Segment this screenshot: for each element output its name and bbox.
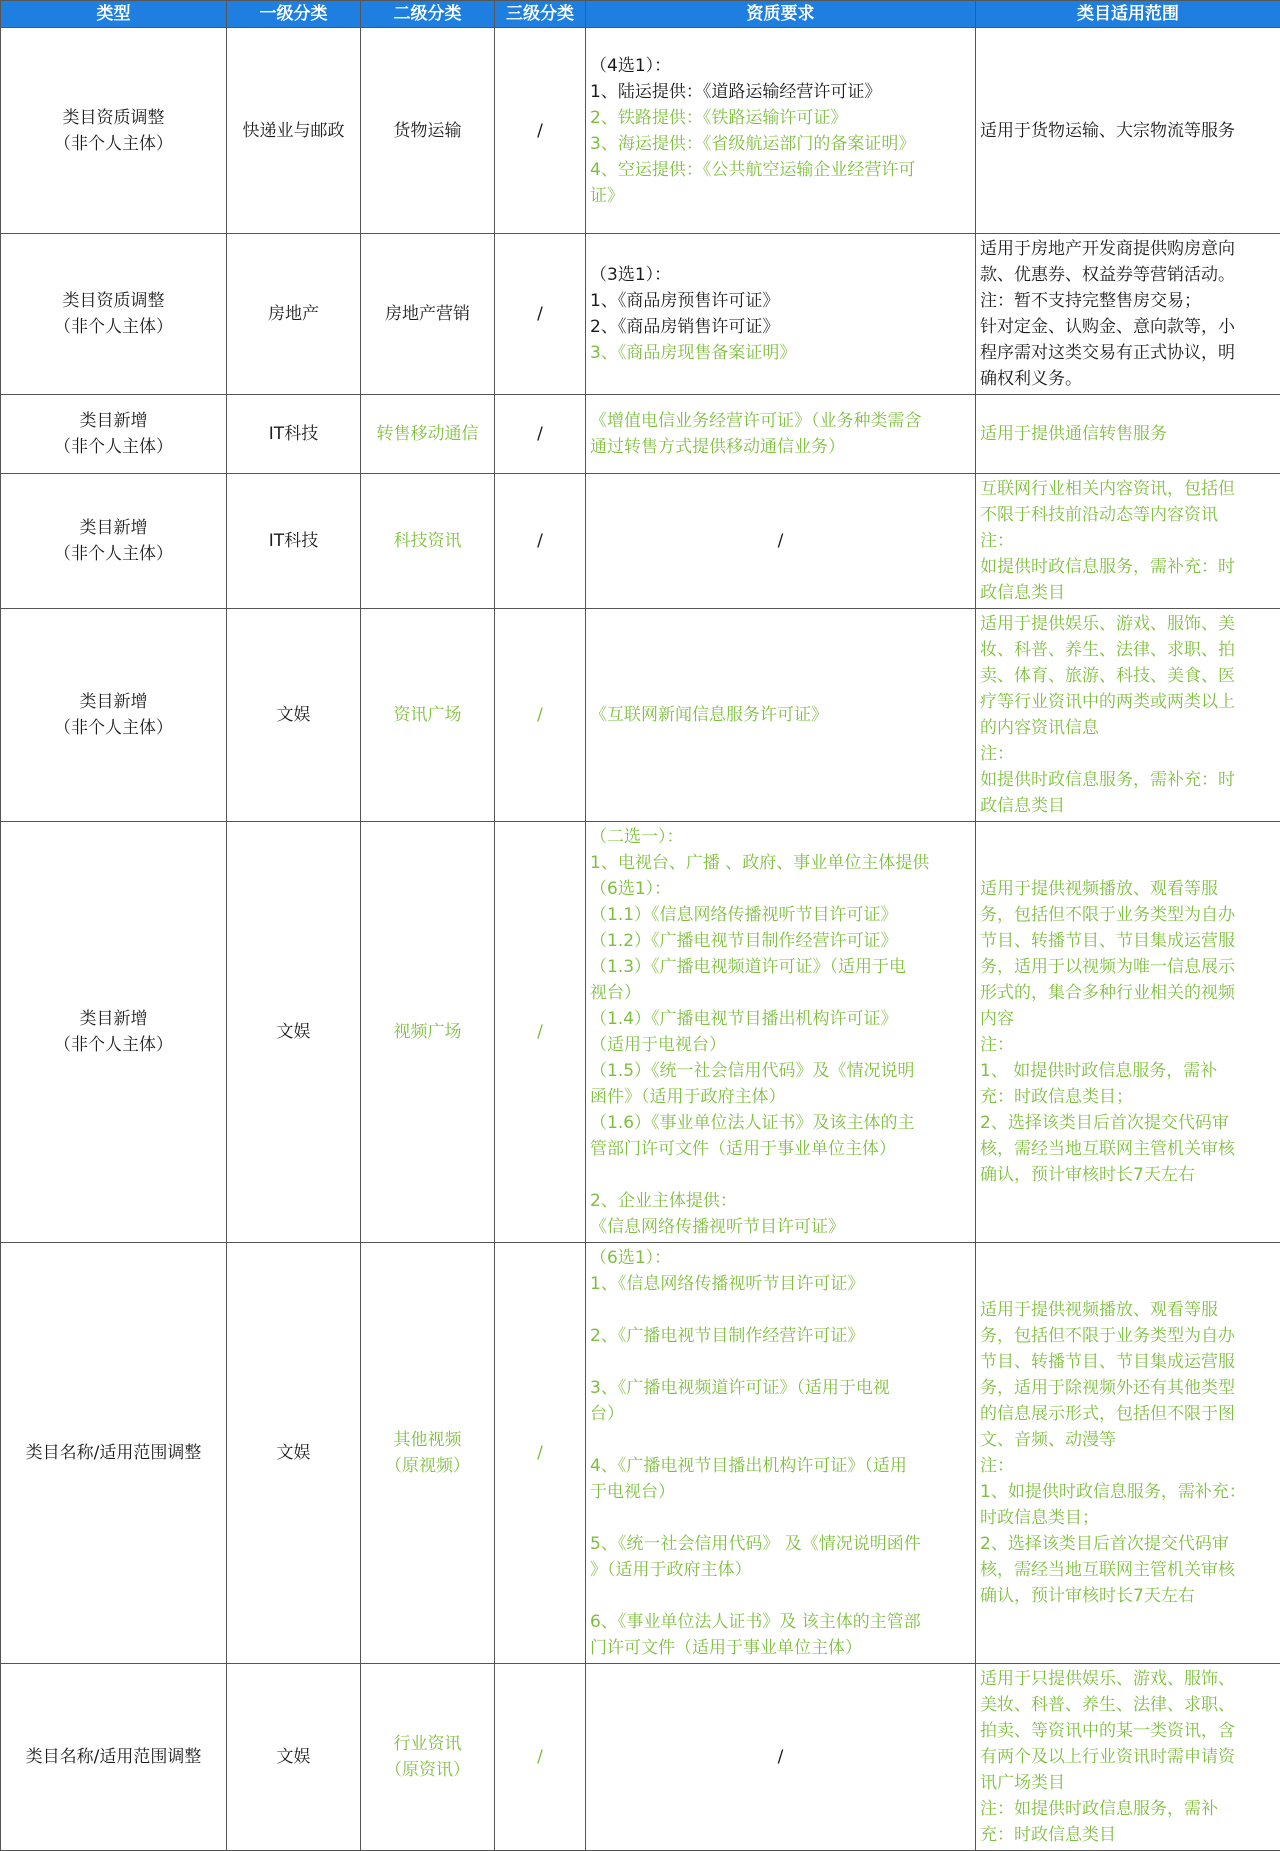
cell-scope (976, 1664, 1280, 1851)
level3-text: / (499, 118, 581, 144)
scope-line: 不限于科技前沿动态等内容资讯 (980, 502, 1276, 528)
cell-level3 (495, 609, 586, 822)
qualification-line: 通过转售方式提供移动通信业务） (590, 434, 971, 460)
qualification-line: （1.4）《广播电视节目播出机构许可证》 (590, 1006, 971, 1032)
qualification-line: 2、铁路提供：《铁路运输许可证》 (590, 105, 971, 131)
type-text: 类目资质调整 (5, 288, 222, 314)
scope-line: 政信息类目 (980, 580, 1276, 606)
scope-line: 互联网行业相关内容资讯，包括但 (980, 476, 1276, 502)
cell-level2 (361, 609, 495, 822)
scope-line: 款、优惠券、权益券等营销活动。 (980, 262, 1276, 288)
qualification-line: 6、《事业单位法人证书》及 该主体的主管部 (590, 1609, 971, 1635)
type-text: 类目资质调整 (5, 105, 222, 131)
level1-text: 文娱 (231, 1440, 356, 1466)
qualification-line: 视台） (590, 980, 971, 1006)
scope-line: 适用于提供视频播放、观看等服 (980, 1297, 1276, 1323)
qualification-line: 5、《统一社会信用代码》 及《情况说明函件 (590, 1531, 971, 1557)
scope-line: 1、 如提供时政信息服务，需补 (980, 1058, 1276, 1084)
scope-line: 讯广场类目 (980, 1770, 1276, 1796)
scope-line: 务，包括但不限于业务类型为自办 (980, 1323, 1276, 1349)
qualification-line: （4选1）： (590, 53, 971, 79)
cell-qualification (586, 234, 976, 395)
scope-line: 适用于提供通信转售服务 (980, 421, 1276, 447)
cell-scope (976, 234, 1280, 395)
qualification-line: 4、空运提供：《公共航空运输企业经营许可 (590, 157, 971, 183)
level2-text: 行业资讯 (365, 1731, 490, 1757)
cell-type (1, 1664, 227, 1851)
type-text: 类目新增 (5, 408, 222, 434)
qualification-line: （适用于电视台） (590, 1032, 971, 1058)
qualification-line: 管部门许可文件（适用于事业单位主体） (590, 1136, 971, 1162)
table-row (1, 28, 1280, 234)
cell-level1 (227, 1243, 361, 1664)
cell-level3 (495, 28, 586, 234)
header-type: 类型 (1, 1, 227, 28)
cell-level3 (495, 1243, 586, 1664)
cell-level2 (361, 234, 495, 395)
cell-level1 (227, 395, 361, 474)
table-row (1, 822, 1280, 1243)
table-header-row (1, 1, 1280, 28)
scope-line: 注：如提供时政信息服务，需补 (980, 1796, 1276, 1822)
cell-qualification (586, 822, 976, 1243)
cell-type (1, 1243, 227, 1664)
level2-text: （原视频） (365, 1453, 490, 1479)
scope-line: 卖、体育、旅游、科技、美食、医 (980, 663, 1276, 689)
scope-line: 适用于只提供娱乐、游戏、服饰、 (980, 1666, 1276, 1692)
qualification-line: 3、《广播电视频道许可证》（适用于电视 (590, 1375, 971, 1401)
cell-scope (976, 28, 1280, 234)
cell-level2 (361, 822, 495, 1243)
table-row (1, 234, 1280, 395)
level3-text: / (499, 301, 581, 327)
level1-text: 文娱 (231, 702, 356, 728)
scope-line: 注：暂不支持完整售房交易； (980, 288, 1276, 314)
qualification-line: 于电视台） (590, 1479, 971, 1505)
scope-line: 充：时政信息类目 (980, 1822, 1276, 1848)
qualification-spacer (590, 1427, 971, 1453)
qualification-line: （1.6）《事业单位法人证书》及该主体的主 (590, 1110, 971, 1136)
cell-type (1, 609, 227, 822)
qualification-line: （6选1）： (590, 1245, 971, 1271)
qualification-spacer (590, 1583, 971, 1609)
cell-type (1, 822, 227, 1243)
cell-scope (976, 395, 1280, 474)
scope-line: 务，适用于以视频为唯一信息展示 (980, 954, 1276, 980)
qualification-line: （3选1）： (590, 262, 971, 288)
qualification-line: 函件》（适用于政府主体） (590, 1084, 971, 1110)
type-text: 类目名称/适用范围调整 (5, 1440, 222, 1466)
qualification-spacer (590, 1297, 971, 1323)
type-text: （非个人主体） (5, 715, 222, 741)
cell-level2 (361, 28, 495, 234)
level2-text: 资讯广场 (365, 702, 490, 728)
level3-text: / (499, 1440, 581, 1466)
qualification-spacer (590, 1162, 971, 1188)
level3-text: / (499, 528, 581, 554)
qualification-spacer (590, 1349, 971, 1375)
cell-level2 (361, 1664, 495, 1851)
qualification-line: 1、《商品房预售许可证》 (590, 288, 971, 314)
scope-line: 核，需经当地互联网主管机关审核 (980, 1136, 1276, 1162)
scope-line: 内容 (980, 1006, 1276, 1032)
type-text: 类目新增 (5, 689, 222, 715)
qualification-line: 2、《广播电视节目制作经营许可证》 (590, 1323, 971, 1349)
scope-line: 注： (980, 741, 1276, 767)
header-qualification: 资质要求 (586, 1, 976, 28)
scope-line: 确认，预计审核时长7天左右 (980, 1162, 1276, 1188)
cell-level1 (227, 609, 361, 822)
qualification-line: 3、海运提供：《省级航运部门的备案证明》 (590, 131, 971, 157)
level1-text: IT科技 (231, 421, 356, 447)
table-row (1, 474, 1280, 609)
level2-text: 房地产营销 (365, 301, 490, 327)
qualification-line: 1、电视台、广播 、政府、事业单位主体提供 (590, 850, 971, 876)
level2-text: 其他视频 (365, 1427, 490, 1453)
scope-line: 的内容资讯信息 (980, 715, 1276, 741)
qualification-line: 1、《信息网络传播视听节目许可证》 (590, 1271, 971, 1297)
cell-level2 (361, 474, 495, 609)
scope-line: 形式的，集合多种行业相关的视频 (980, 980, 1276, 1006)
scope-line: 有两个及以上行业资讯时需申请资 (980, 1744, 1276, 1770)
qualification-line: 1、陆运提供：《道路运输经营许可证》 (590, 79, 971, 105)
scope-line: 适用于提供视频播放、观看等服 (980, 876, 1276, 902)
scope-line: 妆、科普、养生、法律、求职、拍 (980, 637, 1276, 663)
qualification-text: / (590, 1744, 971, 1770)
level1-text: 快递业与邮政 (231, 118, 356, 144)
scope-line: 注： (980, 1453, 1276, 1479)
level1-text: IT科技 (231, 528, 356, 554)
header-level3: 三级分类 (495, 1, 586, 28)
scope-line: 务，包括但不限于业务类型为自办 (980, 902, 1276, 928)
scope-line: 疗等行业资讯中的两类或两类以上 (980, 689, 1276, 715)
qualification-line: （6选1）： (590, 876, 971, 902)
cell-level2 (361, 395, 495, 474)
cell-level3 (495, 234, 586, 395)
qualification-line: 《信息网络传播视听节目许可证》 (590, 1214, 971, 1240)
qualification-line: 门许可文件（适用于事业单位主体） (590, 1635, 971, 1661)
scope-line: 确认，预计审核时长7天左右 (980, 1583, 1276, 1609)
scope-line: 文、音频、动漫等 (980, 1427, 1276, 1453)
cell-type (1, 395, 227, 474)
scope-line: 注： (980, 528, 1276, 554)
level3-text: / (499, 702, 581, 728)
scope-line: 时政信息类目； (980, 1505, 1276, 1531)
scope-line: 1、如提供时政信息服务，需补充： (980, 1479, 1276, 1505)
scope-line: 充：时政信息类目； (980, 1084, 1276, 1110)
type-text: （非个人主体） (5, 314, 222, 340)
type-text: （非个人主体） (5, 131, 222, 157)
cell-type (1, 28, 227, 234)
scope-line: 适用于房地产开发商提供购房意向 (980, 236, 1276, 262)
cell-qualification (586, 28, 976, 234)
scope-line: 如提供时政信息服务，需补充：时 (980, 554, 1276, 580)
table-body (1, 28, 1280, 1851)
scope-line: 2、选择该类目后首次提交代码审 (980, 1531, 1276, 1557)
table-row (1, 1664, 1280, 1851)
level1-text: 文娱 (231, 1019, 356, 1045)
scope-line: 务，适用于除视频外还有其他类型 (980, 1375, 1276, 1401)
cell-scope (976, 822, 1280, 1243)
cell-level3 (495, 822, 586, 1243)
cell-qualification (586, 609, 976, 822)
qualification-line: （二选一）： (590, 824, 971, 850)
scope-line: 节目、转播节目、节目集成运营服 (980, 928, 1276, 954)
type-text: （非个人主体） (5, 434, 222, 460)
cell-qualification (586, 1243, 976, 1664)
type-text: 类目名称/适用范围调整 (5, 1744, 222, 1770)
table-row (1, 1243, 1280, 1664)
header-level2: 二级分类 (361, 1, 495, 28)
level3-text: / (499, 1744, 581, 1770)
qualification-spacer (590, 1505, 971, 1531)
table-row (1, 395, 1280, 474)
type-text: 类目新增 (5, 1006, 222, 1032)
header-scope: 类目适用范围 (976, 1, 1280, 28)
scope-line: 针对定金、认购金、意向款等，小 (980, 314, 1276, 340)
type-text: （非个人主体） (5, 1032, 222, 1058)
qualification-line: （1.3）《广播电视频道许可证》（适用于电 (590, 954, 971, 980)
cell-level1 (227, 822, 361, 1243)
cell-scope (976, 1243, 1280, 1664)
cell-scope (976, 609, 1280, 822)
level2-text: （原资讯） (365, 1757, 490, 1783)
scope-line: 2、选择该类目后首次提交代码审 (980, 1110, 1276, 1136)
scope-line: 的信息展示形式，包括但不限于图 (980, 1401, 1276, 1427)
scope-line: 政信息类目 (980, 793, 1276, 819)
level3-text: / (499, 421, 581, 447)
cell-type (1, 474, 227, 609)
header-level1: 一级分类 (227, 1, 361, 28)
qualification-line: 《增值电信业务经营许可证》（业务种类需含 (590, 408, 971, 434)
scope-line: 确权利义务。 (980, 366, 1276, 392)
type-text: 类目新增 (5, 515, 222, 541)
type-text: （非个人主体） (5, 541, 222, 567)
qualification-line: 台） (590, 1401, 971, 1427)
qualification-line: （1.2）《广播电视节目制作经营许可证》 (590, 928, 971, 954)
cell-level3 (495, 474, 586, 609)
scope-line: 核，需经当地互联网主管机关审核 (980, 1557, 1276, 1583)
cell-level1 (227, 234, 361, 395)
cell-qualification (586, 474, 976, 609)
level2-text: 视频广场 (365, 1019, 490, 1045)
level1-text: 房地产 (231, 301, 356, 327)
cell-type (1, 234, 227, 395)
level2-text: 科技资讯 (365, 528, 490, 554)
qualification-line: 》（适用于政府主体） (590, 1557, 971, 1583)
level3-text: / (499, 1019, 581, 1045)
table-row (1, 609, 1280, 822)
cell-level1 (227, 1664, 361, 1851)
qualification-line: （1.5）《统一社会信用代码》及《情况说明 (590, 1058, 971, 1084)
scope-line: 注： (980, 1032, 1276, 1058)
qualification-line: 2、《商品房销售许可证》 (590, 314, 971, 340)
level2-text: 货物运输 (365, 118, 490, 144)
scope-line: 如提供时政信息服务，需补充：时 (980, 767, 1276, 793)
cell-scope (976, 474, 1280, 609)
cell-qualification (586, 395, 976, 474)
level1-text: 文娱 (231, 1744, 356, 1770)
scope-line: 拍卖、等资讯中的某一类资讯，含 (980, 1718, 1276, 1744)
scope-line: 程序需对这类交易有正式协议，明 (980, 340, 1276, 366)
cell-level3 (495, 1664, 586, 1851)
qualification-line: 《互联网新闻信息服务许可证》 (590, 702, 971, 728)
scope-line: 节目、转播节目、节目集成运营服 (980, 1349, 1276, 1375)
cell-level3 (495, 395, 586, 474)
cell-level1 (227, 474, 361, 609)
cell-qualification (586, 1664, 976, 1851)
qualification-text: / (590, 528, 971, 554)
scope-line: 美妆、科普、养生、法律、求职、 (980, 1692, 1276, 1718)
level2-text: 转售移动通信 (365, 421, 490, 447)
qualification-line: 3、《商品房现售备案证明》 (590, 340, 971, 366)
qualification-line: 证》 (590, 183, 971, 209)
scope-line: 适用于货物运输、大宗物流等服务 (980, 118, 1276, 144)
qualification-line: 4、《广播电视节目播出机构许可证》（适用 (590, 1453, 971, 1479)
cell-level1 (227, 28, 361, 234)
qualification-line: （1.1）《信息网络传播视听节目许可证》 (590, 902, 971, 928)
cell-level2 (361, 1243, 495, 1664)
qualification-line: 2、企业主体提供： (590, 1188, 971, 1214)
scope-line: 适用于提供娱乐、游戏、服饰、美 (980, 611, 1276, 637)
